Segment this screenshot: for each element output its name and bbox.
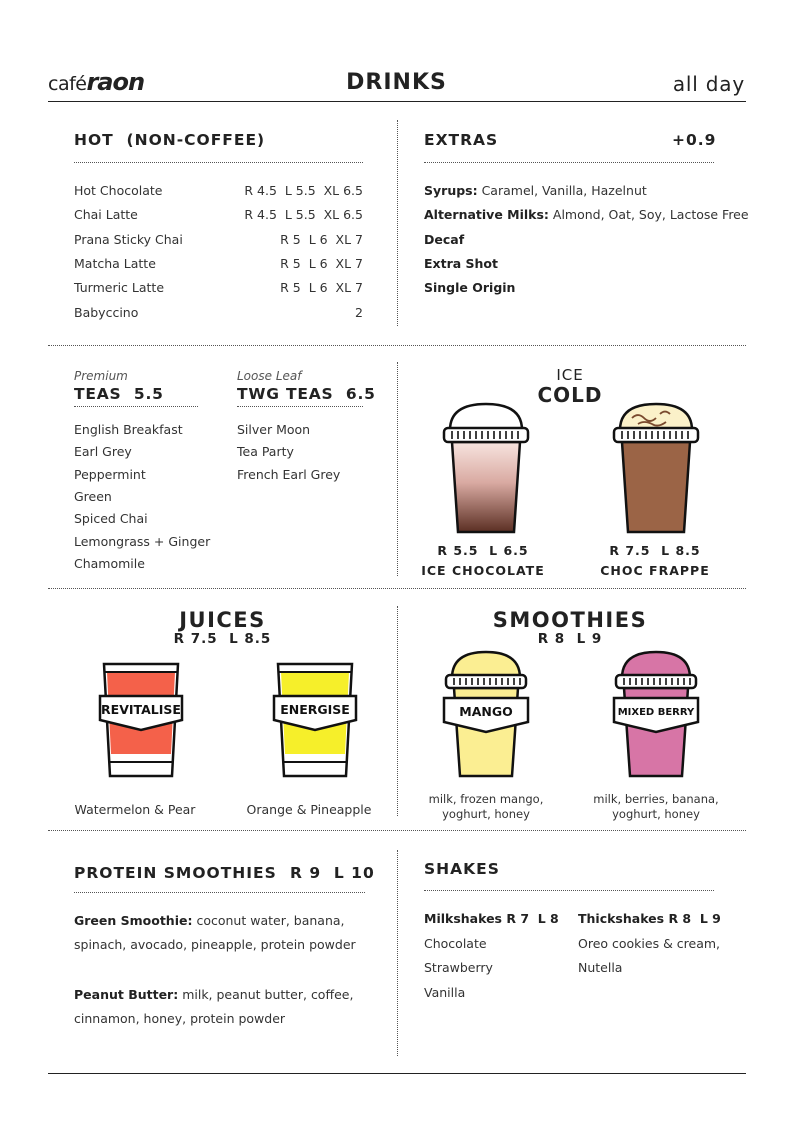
extras-item-label: Extra Shot bbox=[424, 255, 498, 271]
revitalise-label: REVITALISE bbox=[101, 702, 181, 717]
juices-heading: JUICES bbox=[179, 608, 266, 632]
tea-item: Tea Party bbox=[237, 444, 294, 460]
extras-heading: EXTRAS bbox=[424, 131, 499, 149]
revitalise-desc: Watermelon & Pear bbox=[74, 802, 196, 817]
hot-item-price: R 4.5 L 5.5 XL 6.5 bbox=[244, 183, 363, 198]
protein-item-green bbox=[74, 909, 374, 957]
milkshake-item: Vanilla bbox=[424, 984, 466, 1000]
extras-item bbox=[424, 256, 498, 271]
ice-heading: ICE bbox=[556, 366, 584, 384]
teas-twg-tag: Loose Leaf bbox=[237, 369, 302, 383]
extras-item-label: Single Origin bbox=[424, 280, 516, 296]
tea-item: Peppermint bbox=[74, 466, 146, 482]
teas-premium-rule bbox=[74, 406, 198, 407]
hot-item-price: 2 bbox=[355, 304, 363, 320]
milkshake-item: Strawberry bbox=[424, 960, 493, 976]
hot-item-name: Chai Latte bbox=[74, 207, 138, 223]
header-rule bbox=[48, 101, 746, 102]
extras-price: +0.9 bbox=[672, 131, 717, 149]
page-subtitle: all day bbox=[672, 72, 745, 96]
extras-heading-rule bbox=[424, 162, 714, 163]
divider-horizontal bbox=[48, 588, 746, 589]
hot-heading: HOT (NON-COFFEE) bbox=[74, 131, 266, 149]
extras-item-label: Alternative Milks: bbox=[424, 207, 549, 223]
mixed-berry-smoothie-illustration bbox=[610, 648, 702, 780]
footer-rule bbox=[48, 1073, 746, 1074]
hot-item-price: R 4.5 L 5.5 XL 6.5 bbox=[244, 207, 363, 223]
page-title: DRINKS bbox=[346, 70, 447, 95]
extras-item bbox=[424, 232, 464, 247]
tea-item: English Breakfast bbox=[74, 422, 183, 437]
protein-heading: PROTEIN SMOOTHIES bbox=[74, 864, 277, 882]
energise-label: ENERGISE bbox=[280, 702, 350, 717]
divider-vertical bbox=[397, 362, 398, 576]
teas-premium-heading: TEAS 5.5 bbox=[74, 385, 164, 403]
shakes-heading-rule bbox=[424, 890, 714, 891]
mixed-berry-desc-line1: milk, berries, banana, bbox=[593, 792, 719, 806]
smoothies-prices: R 8 L 9 bbox=[537, 631, 603, 647]
protein-prices: R 9 L 10 bbox=[290, 864, 375, 882]
mango-label: MANGO bbox=[459, 704, 513, 719]
mango-smoothie-illustration bbox=[440, 648, 532, 780]
cold-heading: COLD bbox=[537, 383, 603, 407]
juices-prices: R 7.5 L 8.5 bbox=[173, 631, 272, 647]
extras-item bbox=[424, 183, 647, 198]
extras-item-label: Syrups: bbox=[424, 183, 478, 198]
tea-item: Chamomile bbox=[74, 555, 145, 571]
mixed-berry-desc-line2: yoghurt, honey bbox=[612, 807, 700, 821]
tea-item: French Earl Grey bbox=[237, 466, 341, 482]
teas-twg-rule bbox=[237, 406, 363, 407]
milkshake-item: Chocolate bbox=[424, 936, 487, 951]
extras-item-text: Caramel, Vanilla, Hazelnut bbox=[477, 183, 647, 198]
extras-item bbox=[424, 207, 749, 222]
divider-vertical bbox=[397, 606, 398, 816]
thickshake-item: Oreo cookies & cream, bbox=[578, 936, 721, 951]
shakes-heading: SHAKES bbox=[424, 860, 500, 878]
mixed-berry-label: MIXED BERRY bbox=[617, 707, 695, 718]
tea-item: Earl Grey bbox=[74, 444, 132, 460]
energise-juice-illustration bbox=[270, 658, 360, 780]
protein-item-label: Green Smoothie: bbox=[74, 913, 193, 928]
teas-premium-tag: Premium bbox=[74, 369, 128, 383]
tea-item: Silver Moon bbox=[237, 422, 311, 437]
protein-heading-rule bbox=[74, 892, 365, 893]
protein-item-label: Peanut Butter: bbox=[74, 987, 179, 1002]
milkshakes-heading: Milkshakes R 7 L 8 bbox=[424, 911, 559, 926]
tea-item: Spiced Chai bbox=[74, 511, 148, 527]
brand-cafe: café bbox=[48, 73, 87, 95]
divider-horizontal bbox=[48, 830, 746, 831]
choc-frappe-illustration bbox=[608, 400, 704, 536]
protein-item-peanut bbox=[74, 983, 364, 1031]
ice-chocolate-name: ICE CHOCOLATE bbox=[421, 563, 545, 578]
hot-item-name: Babyccino bbox=[74, 304, 139, 320]
divider-vertical bbox=[397, 850, 398, 1056]
hot-item-price: R 5 L 6 XL 7 bbox=[280, 280, 363, 296]
teas-twg-heading: TWG TEAS 6.5 bbox=[237, 385, 376, 403]
divider-horizontal bbox=[48, 345, 746, 346]
hot-item-price: R 5 L 6 XL 7 bbox=[280, 231, 363, 247]
protein-item-text: milk, peanut butter, coffee, cinnamon, honey, protein powder bbox=[74, 987, 354, 1026]
choc-frappe-name: CHOC FRAPPE bbox=[600, 563, 710, 578]
mango-desc-line2: yoghurt, honey bbox=[442, 807, 530, 821]
divider-vertical bbox=[397, 120, 398, 326]
mango-desc-line1: milk, frozen mango, bbox=[428, 792, 544, 806]
ice-chocolate-price: R 5.5 L 6.5 bbox=[437, 543, 529, 558]
hot-item-name: Turmeric Latte bbox=[74, 280, 165, 296]
smoothies-heading: SMOOTHIES bbox=[492, 608, 648, 632]
thickshakes-heading: Thickshakes R 8 L 9 bbox=[578, 911, 721, 926]
revitalise-juice-illustration bbox=[96, 658, 186, 780]
hot-item-name: Prana Sticky Chai bbox=[74, 231, 183, 247]
thickshake-item: Nutella bbox=[578, 960, 623, 976]
energise-desc: Orange & Pineapple bbox=[246, 802, 372, 817]
tea-item: Green bbox=[74, 488, 112, 504]
protein-item-text: coconut water, banana, spinach, avocado, pineapple, protein powder bbox=[74, 913, 356, 952]
tea-item: Lemongrass + Ginger bbox=[74, 533, 211, 549]
ice-chocolate-illustration bbox=[438, 400, 534, 536]
extras-item-text: Almond, Oat, Soy, Lactose Free bbox=[548, 207, 749, 223]
hot-item-name: Hot Chocolate bbox=[74, 183, 163, 198]
choc-frappe-price: R 7.5 L 8.5 bbox=[609, 543, 701, 558]
brand-raon: raon bbox=[86, 68, 145, 96]
hot-item-name: Matcha Latte bbox=[74, 255, 156, 271]
hot-heading-rule bbox=[74, 162, 363, 163]
extras-item-label: Decaf bbox=[424, 231, 465, 247]
extras-item bbox=[424, 280, 515, 295]
hot-item-price: R 5 L 6 XL 7 bbox=[280, 255, 363, 271]
